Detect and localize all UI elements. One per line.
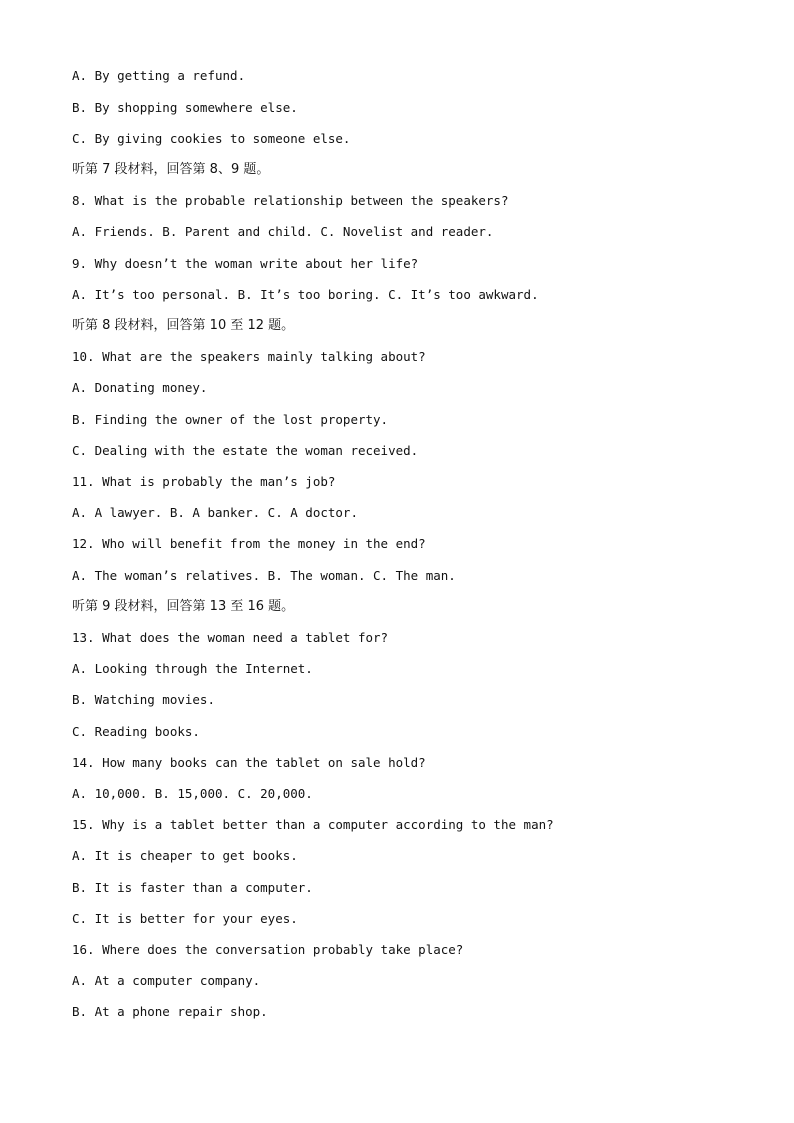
option-line: B. By shopping somewhere else.: [72, 100, 298, 115]
question-line: 15. Why is a tablet better than a computer according to the man?: [72, 817, 554, 832]
option-line: A. Looking through the Internet.: [72, 661, 313, 676]
option-line: B. Watching movies.: [72, 692, 215, 707]
question-line: 8. What is the probable relationship between the speakers?: [72, 193, 509, 208]
option-line: C. It is better for your eyes.: [72, 911, 298, 926]
option-line: C. Reading books.: [72, 724, 200, 739]
question-line: 14. How many books can the tablet on sale hold?: [72, 755, 426, 770]
option-line: A. Friends. B. Parent and child. C. Novelist and reader.: [72, 224, 494, 239]
section-instruction: 听第 7 段材料，回答第 8、9 题。: [72, 162, 270, 177]
option-line: A. The woman’s relatives. B. The woman. C. The man.: [72, 568, 456, 583]
option-line: A. A lawyer. B. A banker. C. A doctor.: [72, 505, 358, 520]
option-line: B. It is faster than a computer.: [72, 880, 313, 895]
section-instruction: 听第 9 段材料，回答第 13 至 16 题。: [72, 599, 295, 614]
question-line: 12. Who will benefit from the money in the end?: [72, 536, 426, 551]
option-line: A. By getting a refund.: [72, 68, 246, 83]
question-line: 10. What are the speakers mainly talking about?: [72, 349, 426, 364]
question-line: 9. Why doesn’t the woman write about her life?: [72, 256, 419, 271]
question-line: 16. Where does the conversation probably take place?: [72, 942, 464, 957]
option-line: C. By giving cookies to someone else.: [72, 131, 351, 146]
option-line: A. 10,000. B. 15,000. C. 20,000.: [72, 786, 313, 801]
option-line: A. At a computer company.: [72, 973, 261, 988]
question-line: 13. What does the woman need a tablet for?: [72, 630, 389, 645]
option-line: A. It is cheaper to get books.: [72, 848, 298, 863]
option-line: A. Donating money.: [72, 380, 208, 395]
option-line: B. Finding the owner of the lost property.: [72, 412, 389, 427]
option-line: C. Dealing with the estate the woman received.: [72, 443, 419, 458]
option-line: A. It’s too personal. B. It’s too boring. C. It’s too awkward.: [72, 287, 539, 302]
question-line: 11. What is probably the man’s job?: [72, 474, 336, 489]
section-instruction: 听第 8 段材料，回答第 10 至 12 题。: [72, 318, 295, 333]
option-line: B. At a phone repair shop.: [72, 1004, 268, 1019]
